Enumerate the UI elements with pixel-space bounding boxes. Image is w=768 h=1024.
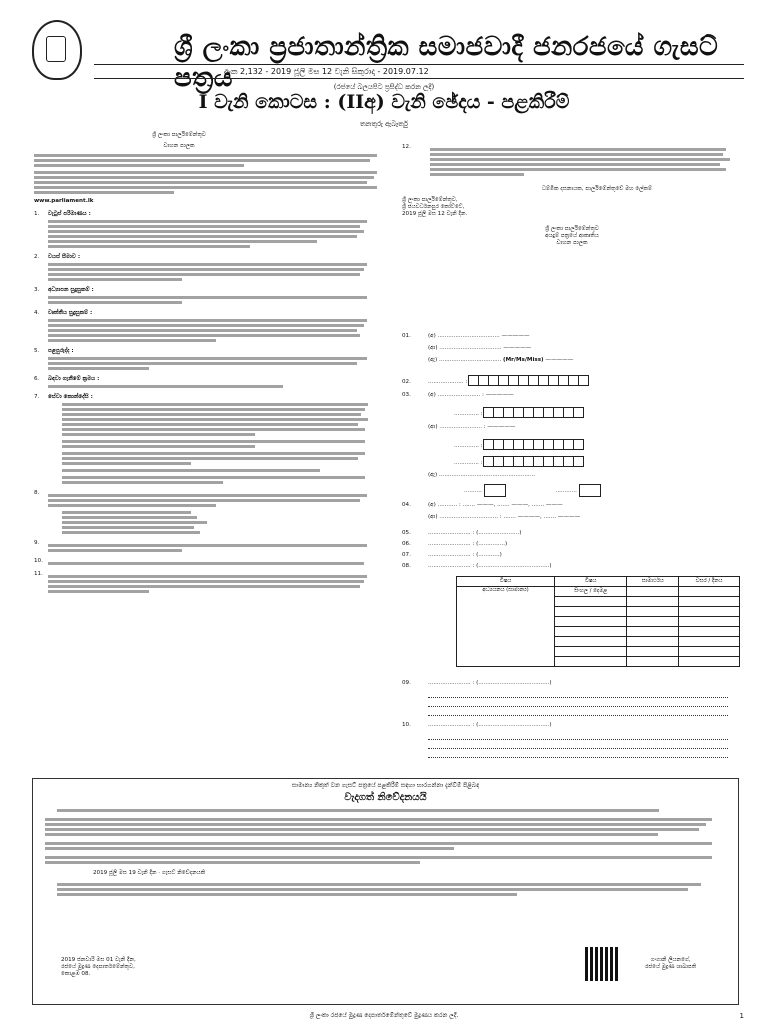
- form-row-10: 10. ........................ : (........................................): [402, 722, 552, 728]
- state-emblem-icon: [32, 20, 82, 80]
- form-row-03b: (ආ) ........................ : —————: [428, 424, 516, 430]
- notice-sign-block: 2019 ජනවාරි මස 01 වැනි දින, රජයේ මුද්‍රණ දෙපාර්තමේන්තුව, කොළඹ 08.: [61, 957, 136, 977]
- phone-boxes-3[interactable]: .............. :: [454, 456, 584, 469]
- form-row-03[interactable]: 03. (අ) ........................ : —————: [402, 392, 514, 398]
- answer-lines-09[interactable]: [428, 691, 728, 718]
- gazette-page: [24, 20, 744, 1020]
- authority-note: (රජයේ බලයපිට ප්‍රසිද්ධ කරන ලදී): [333, 83, 435, 91]
- footer-imprint: ශ්‍රී ලංකා රජයේ මුද්‍රණ දෙපාර්තමේන්තුවේ මුද්‍රණය කරන ලදී.: [309, 1012, 459, 1019]
- form-row-05: 05. ........................ : (.......................): [402, 530, 522, 536]
- item-11: 11.: [34, 571, 384, 593]
- form-row-04b: (ආ) ................................. : ....... ————, ....... ————: [428, 514, 581, 520]
- intro-paragraph: [34, 154, 384, 167]
- table-row[interactable]: අධ්‍යයනය (සාමාන්‍ය) සිංහල / දෙමළ: [457, 587, 740, 597]
- section-title: තනතුරු ඇබෑර්තු: [359, 120, 409, 128]
- item-2: 2. වයස් සීමාව :: [34, 254, 384, 281]
- form-row-07: 07. ........................ : (............): [402, 552, 502, 558]
- address-line: 2019 ජූලි මස 12 වැනි දින.: [402, 211, 468, 217]
- address-line: ශ්‍රී ජයවර්ධනපුර කෝට්ටේ,: [402, 204, 465, 210]
- form-row-09: 09. ........................ : (........................................): [402, 680, 552, 686]
- form-row-01b: (ආ) ................................... —————: [428, 345, 532, 351]
- left-column: [34, 132, 384, 595]
- item-5: 5. පළපුරුද්ද :: [34, 348, 384, 370]
- item-8: 8.: [34, 490, 384, 534]
- post-name: වාහන පාලක: [163, 143, 195, 149]
- form-row-01: 01. (අ) ................................... —————: [402, 333, 530, 339]
- website-link[interactable]: www.parliament.lk: [34, 198, 94, 204]
- table-header: විෂය විෂය සාමාර්ථය වසර / දිනය: [457, 577, 740, 587]
- item-1: 1. වැටුප් පරිමාණය :: [34, 211, 384, 248]
- item-10: 10.: [34, 558, 384, 565]
- page-number: 1: [739, 1012, 744, 1020]
- phone-boxes-2[interactable]: .............. :: [454, 439, 584, 452]
- item-6: 6. බඳවා ගැනීමේ ක්‍රමය :: [34, 376, 384, 388]
- signoff: ධම්මික දසනායක, පාර්ලිමේන්තුවේ මහ ලේකම්: [541, 186, 652, 192]
- notice-title: වැදගත් නිවේදනයයි: [344, 792, 427, 803]
- part-title: I වැනි කොටස : (IIඅ) වැනි ඡේදය - පළකිරීම්: [198, 91, 570, 113]
- notice-head: සාමාන්‍ය නිකුත් වන ගැසට් පත්‍රයේ පළකිරීම් සඳහා භාරගන්නා දැන්වීම් පිළිබඳ: [291, 782, 480, 789]
- application-paragraph: [34, 171, 384, 194]
- notice-signature: ගංගානි ලියනගේ, රජයේ මුද්‍රණ ශාඛාපති: [645, 957, 697, 970]
- form-row-04: 04. (අ) ........... : ....... ———, ....... ———, ....... ———: [402, 502, 563, 508]
- item-9: 9.: [34, 540, 384, 552]
- qualifications-table: [456, 576, 740, 667]
- item-4: 4. වෘත්තීය සුදුසුකම් :: [34, 310, 384, 342]
- important-notice: [32, 778, 739, 1005]
- issue-line: අංක 2,132 - 2019 ජූලි මස 12 වැනි සිකුරාදා - 2019.07.12: [224, 67, 429, 76]
- address-line: ශ්‍රී ලංකා පාර්ලිමේන්තුව,: [402, 197, 458, 203]
- form-heading: ශ්‍රී ලංකා පාර්ලිමේන්තුව අයදුම් පත්‍රයේ ආකෘතිය වාහන පාලක: [545, 226, 599, 246]
- right-column: 12. ධම්මික දසනායක, පාර්ලිමේන්තුවේ මහ ලේකම් ශ්‍රී ලංකා පාර්ලිමේන්තුව, ශ්‍රී ජයවර්ධනපුර කෝට්ටේ, 2019 ජූලි මස 12 වැනි දින. ශ්‍රී ලංකා පාර්ලිමේන්තුව අයදුම් පත්‍රයේ ආකෘතිය වාහන පාලක: [402, 144, 742, 247]
- form-row-03c: (ඇ) ......................................................: [428, 472, 536, 478]
- divider: [94, 64, 744, 65]
- item-7: 7. සේවා කොන්දේසි :: [34, 394, 384, 484]
- gazette-title: ශ්‍රී ලංකා ප්‍රජාතාන්ත්‍රික සමාජවාදී ජනරජයේ ගැසට් පත්‍රය: [174, 32, 719, 93]
- qr-code-icon: [585, 947, 619, 981]
- phone-boxes-1[interactable]: .............. :: [454, 407, 584, 420]
- divider: [94, 78, 744, 79]
- ministry-name: ශ්‍රී ලංකා පාර්ලිමේන්තුව: [152, 132, 206, 138]
- notice-date-line: 2019 ජූලි මස 19 වැනි දින · ගැසට් නිවේදනයකි: [93, 870, 206, 876]
- form-row-02[interactable]: 02. .................... :: [402, 375, 589, 388]
- gender-row[interactable]: .......... ............: [464, 484, 601, 497]
- answer-lines-10[interactable]: [428, 733, 728, 760]
- form-row-06: 06. ........................ : (...............): [402, 541, 508, 547]
- item-3: 3. අධ්‍යාපන සුදුසුකම් :: [34, 287, 384, 304]
- form-row-01c: (ඇ) ................................... (Mr/Ms/Miss) —————: [428, 357, 574, 363]
- title-option: (Mr/Ms/Miss): [503, 357, 544, 363]
- form-row-08: 08. ........................ : (........................................): [402, 563, 552, 569]
